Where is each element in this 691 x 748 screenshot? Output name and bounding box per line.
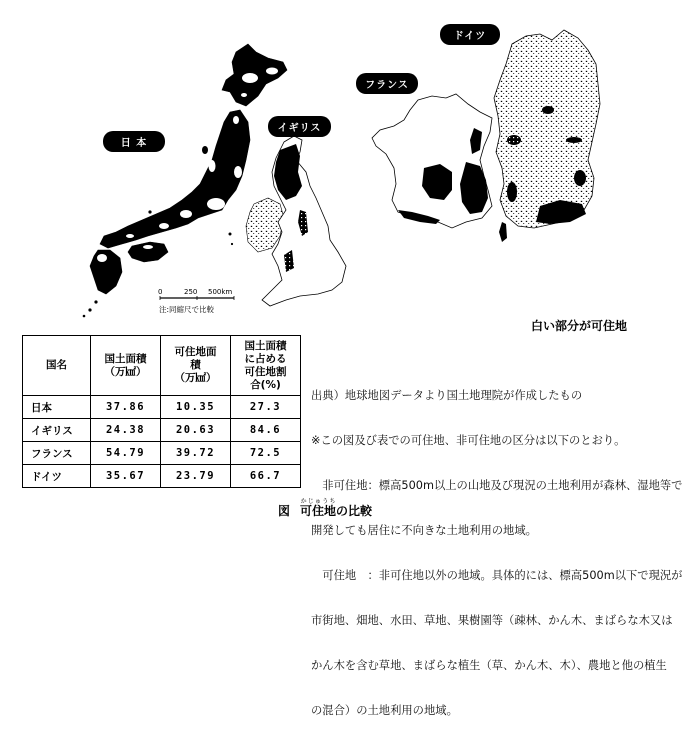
- habitable-area: [207, 198, 225, 210]
- habitable-area-cell: 39.72: [161, 442, 231, 465]
- sado-island: [202, 146, 208, 154]
- header-unit: （万㎢）: [174, 372, 217, 384]
- habitable-area-cell: 20.63: [161, 419, 231, 442]
- scale-tick-label: 0: [158, 288, 163, 296]
- note-line: 可住地 ：非可住地以外の地域。具体的には、標高500m以下で現況が: [311, 569, 683, 582]
- area-comparison-table: [22, 335, 301, 488]
- caption-label: 図: [278, 504, 291, 518]
- land-area-cell: 24.38: [91, 419, 161, 442]
- note-line: の混合）の土地利用の地域。: [311, 704, 458, 717]
- corsica-island: [499, 222, 507, 242]
- caption-title-ruby: [300, 498, 337, 518]
- table-row: [23, 419, 301, 442]
- country-cell: ドイツ: [23, 465, 91, 488]
- country-cell: イギリス: [23, 419, 91, 442]
- caption-ruby-base: 可住地: [300, 504, 337, 518]
- island: [83, 315, 86, 318]
- header-habitable-area: [161, 336, 231, 396]
- habitable-area: [180, 210, 192, 218]
- harz: [542, 106, 554, 114]
- label-uk: イギリス: [268, 116, 331, 137]
- habitable-land-maps: [0, 0, 691, 330]
- habitable-area-cell: 10.35: [161, 396, 231, 419]
- uk-map: [246, 127, 346, 307]
- habitable-area: [159, 223, 169, 229]
- note-line: ※この図及び表での可住地、非可住地の区分は以下のとおり。: [311, 434, 626, 447]
- label-japan: 日 本: [103, 131, 165, 152]
- legend-note: 白い部分が可住地: [531, 319, 628, 333]
- habitable-area: [242, 73, 258, 83]
- header-land-area: [91, 336, 161, 396]
- black-forest: [507, 182, 517, 202]
- island: [88, 308, 91, 311]
- note-line: 非可住地：標高500m以上の山地及び現況の土地利用が森林、湿地等で: [311, 479, 683, 492]
- island: [94, 300, 97, 303]
- bavarian-forest: [574, 170, 586, 186]
- header-habitable-ratio: [231, 336, 301, 396]
- scale-tick-label: 250: [184, 288, 198, 296]
- header-unit: （万㎢）: [104, 365, 147, 378]
- island: [229, 233, 232, 236]
- label-france: フランス: [356, 73, 418, 94]
- land-area-cell: 35.67: [91, 465, 161, 488]
- habitable-area: [233, 116, 239, 124]
- rhenish-uplands: [507, 135, 521, 145]
- island: [148, 210, 151, 213]
- habitable-area: [234, 166, 242, 178]
- habitable-area-cell: 23.79: [161, 465, 231, 488]
- table-row: [23, 442, 301, 465]
- habitable-area: [97, 254, 107, 262]
- land-area-cell: 37.86: [91, 396, 161, 419]
- header-label: 国土面積に占める可住地割合(%): [244, 339, 287, 391]
- habitable-ratio-cell: 66.7: [231, 465, 301, 488]
- figure-caption: [278, 498, 372, 519]
- caption-ruby-reading: かじゅうち: [300, 498, 337, 505]
- habitable-ratio-cell: 72.5: [231, 442, 301, 465]
- header-label: 国土面積: [104, 352, 147, 365]
- table-row: [23, 396, 301, 419]
- country-cell: 日本: [23, 396, 91, 419]
- ore-mountains: [566, 137, 582, 143]
- header-country: [23, 336, 91, 396]
- caption-title: [300, 498, 373, 518]
- header-label: 可住地面積: [174, 346, 217, 371]
- germany-map: [494, 30, 600, 228]
- caption-title-rest: の比較: [336, 504, 373, 518]
- note-line: 開発しても居住に不向きな土地利用の地域。: [311, 524, 537, 537]
- table-row: [23, 465, 301, 488]
- habitable-ratio-cell: 84.6: [231, 419, 301, 442]
- france-map: [372, 94, 507, 242]
- japan-map: [83, 44, 287, 317]
- header-label: 国名: [46, 359, 67, 371]
- habitable-area: [209, 160, 216, 172]
- scale-note: 注:同縮尺で比較: [159, 305, 215, 314]
- note-line: かん木を含む草地、まばらな植生（草、かん木、木）、農地と他の植生: [311, 659, 667, 672]
- source-and-definitions-notes: [311, 358, 682, 748]
- table-header-row: [23, 336, 301, 396]
- habitable-ratio-cell: 27.3: [231, 396, 301, 419]
- country-cell: フランス: [23, 442, 91, 465]
- scale-tick-label: 500km: [208, 288, 233, 296]
- note-line: 出典）地球地図データより国土地理院が作成したもの: [311, 389, 583, 402]
- island: [231, 243, 233, 245]
- note-line: 市街地、畑地、水田、草地、果樹園等（疎林、かん木、まばらな木又は: [311, 614, 673, 627]
- scale-bar: [158, 288, 234, 314]
- label-germany: ドイツ: [440, 24, 500, 45]
- habitable-area: [266, 68, 278, 75]
- land-area-cell: 54.79: [91, 442, 161, 465]
- habitable-area: [241, 93, 247, 97]
- habitable-area: [143, 245, 153, 249]
- habitable-area: [126, 234, 134, 238]
